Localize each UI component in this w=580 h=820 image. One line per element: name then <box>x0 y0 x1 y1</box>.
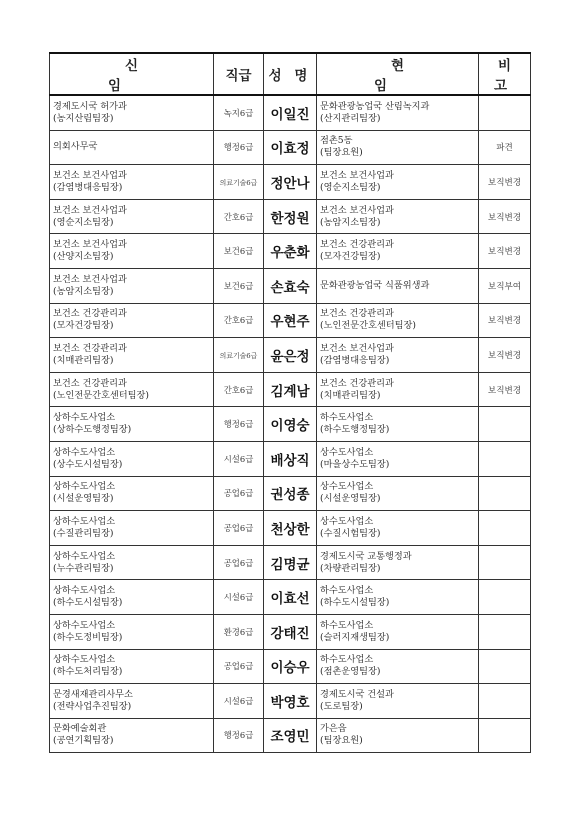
grade-cell: 환경6급 <box>214 614 264 649</box>
new-post-cell <box>50 684 214 719</box>
new-post-line: 상하수도사업소 <box>53 412 116 424</box>
current-post-line: (농암지소팀장) <box>320 216 381 228</box>
new-post-cell <box>50 580 214 615</box>
current-post-line: (노인전문간호센터팀장) <box>320 320 416 332</box>
table-row <box>50 407 531 442</box>
current-post-cell <box>317 268 479 303</box>
current-post-cell <box>317 614 479 649</box>
new-post-line: 상하수도사업소 <box>53 654 116 666</box>
current-post-cell <box>317 130 479 165</box>
current-post-line: 보건소 건강관리과 <box>320 377 394 389</box>
new-post-line: (치매관리팀장) <box>53 354 114 366</box>
header-new-post: 신 임 <box>50 53 214 95</box>
note-cell <box>479 476 531 511</box>
table-row <box>50 545 531 580</box>
note-cell <box>479 718 531 753</box>
current-post-line: 보건소 보건사업과 <box>320 169 394 181</box>
new-post-cell <box>50 545 214 580</box>
current-post-line: 하수도사업소 <box>320 619 374 631</box>
current-post-line: (치매관리팀장) <box>320 389 381 401</box>
new-post-line: (하수도시설팀장) <box>53 597 123 609</box>
note-cell <box>479 407 531 442</box>
new-post-line: (상하수도행정팀장) <box>53 424 132 436</box>
new-post-line: (영순지소팀장) <box>53 216 114 228</box>
new-post-cell <box>50 234 214 269</box>
new-post-line: 보건소 보건사업과 <box>53 273 127 285</box>
new-post-line: 보건소 건강관리과 <box>53 342 127 354</box>
note-cell <box>479 684 531 719</box>
note-cell: 보직변경 <box>479 303 531 338</box>
note-cell: 보직부여 <box>479 268 531 303</box>
new-post-line: 보건소 보건사업과 <box>53 204 127 216</box>
current-post-line: 상수도사업소 <box>320 481 374 493</box>
personnel-appointment-table <box>49 52 531 753</box>
current-post-cell <box>317 338 479 373</box>
new-post-line: 보건소 보건사업과 <box>53 169 127 181</box>
note-cell <box>479 545 531 580</box>
new-post-cell <box>50 441 214 476</box>
current-post-line: (마을상수도팀장) <box>320 458 390 470</box>
current-post-line: 경제도시국 교통행정과 <box>320 550 412 562</box>
person-name-cell: 김계남 <box>264 372 317 407</box>
current-post-line: 하수도사업소 <box>320 654 374 666</box>
new-post-cell <box>50 718 214 753</box>
person-name-cell: 권성종 <box>264 476 317 511</box>
table-row <box>50 649 531 684</box>
new-post-line: (산양지소팀장) <box>53 251 114 263</box>
new-post-line: 의회사무국 <box>53 141 98 153</box>
note-cell: 보직변경 <box>479 234 531 269</box>
new-post-line: (공연기획팀장) <box>53 735 114 747</box>
current-post-cell <box>317 199 479 234</box>
new-post-line: 문화예술회관 <box>53 723 107 735</box>
person-name-cell: 윤은정 <box>264 338 317 373</box>
current-post-line: (팀장요원) <box>320 147 363 159</box>
grade-cell: 공업6급 <box>214 649 264 684</box>
new-post-line: 보건소 건강관리과 <box>53 308 127 320</box>
grade-cell: 행정6급 <box>214 718 264 753</box>
grade-cell: 녹지6급 <box>214 95 264 130</box>
current-post-line: 가은읍 <box>320 723 347 735</box>
note-cell <box>479 95 531 130</box>
current-post-line: 상수도사업소 <box>320 446 374 458</box>
note-cell: 보직변경 <box>479 165 531 200</box>
current-post-line: (시설운영팀장) <box>320 493 381 505</box>
current-post-line: (영순지소팀장) <box>320 181 381 193</box>
grade-cell: 공업6급 <box>214 476 264 511</box>
person-name-cell: 김명균 <box>264 545 317 580</box>
person-name-cell: 이효선 <box>264 580 317 615</box>
note-cell: 보직변경 <box>479 372 531 407</box>
note-cell <box>479 511 531 546</box>
grade-cell: 공업6급 <box>214 511 264 546</box>
current-post-line: (하수도행정팀장) <box>320 424 390 436</box>
new-post-line: (하수도처리팀장) <box>53 666 123 678</box>
current-post-line: 하수도사업소 <box>320 412 374 424</box>
person-name-cell: 이영숭 <box>264 407 317 442</box>
note-cell <box>479 649 531 684</box>
current-post-line: (산지관리팀장) <box>320 112 381 124</box>
table-header-row <box>50 53 531 95</box>
grade-cell: 간호6급 <box>214 372 264 407</box>
new-post-line: 상하수도사업소 <box>53 481 116 493</box>
table-row <box>50 476 531 511</box>
new-post-line: (노인전문간호센터팀장) <box>53 389 149 401</box>
header-note: 비 고 <box>479 53 531 95</box>
new-post-cell <box>50 95 214 130</box>
new-post-line: (상수도시설팀장) <box>53 458 123 470</box>
table-row <box>50 303 531 338</box>
new-post-line: 보건소 건강관리과 <box>53 377 127 389</box>
new-post-cell <box>50 130 214 165</box>
new-post-line: (수질관리팀장) <box>53 527 114 539</box>
new-post-line: (시설운영팀장) <box>53 493 114 505</box>
new-post-line: (농암지소팀장) <box>53 285 114 297</box>
current-post-line: 보건소 건강관리과 <box>320 239 394 251</box>
grade-cell: 보건6급 <box>214 268 264 303</box>
table-row <box>50 614 531 649</box>
current-post-line: 경제도시국 건설과 <box>320 688 394 700</box>
current-post-line: 점촌5동 <box>320 135 353 147</box>
table-row <box>50 268 531 303</box>
new-post-line: (누수관리팀장) <box>53 562 114 574</box>
table-row <box>50 338 531 373</box>
table-row <box>50 511 531 546</box>
current-post-cell <box>317 718 479 753</box>
person-name-cell: 배상직 <box>264 441 317 476</box>
new-post-line: 문경새재관리사무소 <box>53 688 133 700</box>
header-name: 성 명 <box>264 53 317 95</box>
current-post-line: (팀장요원) <box>320 735 363 747</box>
note-cell: 파견 <box>479 130 531 165</box>
table-row <box>50 684 531 719</box>
current-post-cell <box>317 649 479 684</box>
note-cell <box>479 580 531 615</box>
new-post-line: (감염병대응팀장) <box>53 181 123 193</box>
new-post-cell <box>50 476 214 511</box>
note-cell <box>479 441 531 476</box>
current-post-line: 문화관광농업국 산림녹지과 <box>320 100 430 112</box>
new-post-line: 상하수도사업소 <box>53 446 116 458</box>
current-post-cell <box>317 407 479 442</box>
current-post-line: (감염병대응팀장) <box>320 354 390 366</box>
new-post-line: 상하수도사업소 <box>53 585 116 597</box>
current-post-line: (수질시험팀장) <box>320 527 381 539</box>
new-post-line: (농지산림팀장) <box>53 112 114 124</box>
current-post-cell <box>317 580 479 615</box>
new-post-line: (하수도정비팀장) <box>53 631 123 643</box>
person-name-cell: 박영호 <box>264 684 317 719</box>
current-post-cell <box>317 165 479 200</box>
current-post-cell <box>317 234 479 269</box>
grade-cell: 공업6급 <box>214 545 264 580</box>
current-post-line: 상수도사업소 <box>320 515 374 527</box>
current-post-cell <box>317 684 479 719</box>
new-post-cell <box>50 303 214 338</box>
table-row <box>50 165 531 200</box>
grade-cell: 보건6급 <box>214 234 264 269</box>
person-name-cell: 한정원 <box>264 199 317 234</box>
person-name-cell: 우춘화 <box>264 234 317 269</box>
current-post-cell <box>317 476 479 511</box>
current-post-line: 문화관광농업국 식품위생과 <box>320 279 430 291</box>
current-post-cell <box>317 441 479 476</box>
grade-cell: 간호6급 <box>214 199 264 234</box>
person-name-cell: 이승우 <box>264 649 317 684</box>
new-post-line: 상하수도사업소 <box>53 515 116 527</box>
person-name-cell: 우현주 <box>264 303 317 338</box>
grade-cell: 의료기술6급 <box>214 165 264 200</box>
new-post-line: (전략사업추진팀장) <box>53 700 132 712</box>
table-body <box>50 95 531 753</box>
table-row <box>50 199 531 234</box>
grade-cell: 의료기술6급 <box>214 338 264 373</box>
new-post-line: 경제도시국 허가과 <box>53 100 127 112</box>
new-post-cell <box>50 649 214 684</box>
grade-cell: 시설6급 <box>214 684 264 719</box>
table-row <box>50 580 531 615</box>
table-row <box>50 234 531 269</box>
person-name-cell: 정안나 <box>264 165 317 200</box>
current-post-line: 하수도사업소 <box>320 585 374 597</box>
current-post-line: (차량관리팀장) <box>320 562 381 574</box>
new-post-line: (모자건강팀장) <box>53 320 114 332</box>
person-name-cell: 이일진 <box>264 95 317 130</box>
new-post-cell <box>50 511 214 546</box>
grade-cell: 행정6급 <box>214 130 264 165</box>
new-post-cell <box>50 199 214 234</box>
table-row <box>50 372 531 407</box>
current-post-cell <box>317 545 479 580</box>
current-post-line: (하수도시설팀장) <box>320 597 390 609</box>
new-post-cell <box>50 407 214 442</box>
current-post-line: (모자건강팀장) <box>320 251 381 263</box>
note-cell <box>479 614 531 649</box>
current-post-cell <box>317 372 479 407</box>
new-post-line: 상하수도사업소 <box>53 550 116 562</box>
person-name-cell: 손효숙 <box>264 268 317 303</box>
header-current-post: 현 임 <box>317 53 479 95</box>
table-row <box>50 441 531 476</box>
current-post-cell <box>317 95 479 130</box>
new-post-cell <box>50 165 214 200</box>
current-post-line: (슬러지재생팀장) <box>320 631 390 643</box>
grade-cell: 간호6급 <box>214 303 264 338</box>
new-post-line: 보건소 보건사업과 <box>53 239 127 251</box>
person-name-cell: 천상한 <box>264 511 317 546</box>
grade-cell: 시설6급 <box>214 580 264 615</box>
person-name-cell: 강태진 <box>264 614 317 649</box>
header-grade: 직급 <box>214 53 264 95</box>
personnel-table-container <box>49 52 530 753</box>
current-post-cell <box>317 511 479 546</box>
new-post-line: 상하수도사업소 <box>53 619 116 631</box>
note-cell: 보직변경 <box>479 338 531 373</box>
current-post-line: 보건소 보건사업과 <box>320 342 394 354</box>
new-post-cell <box>50 338 214 373</box>
current-post-line: (도로팀장) <box>320 700 363 712</box>
note-cell: 보직변경 <box>479 199 531 234</box>
new-post-cell <box>50 268 214 303</box>
person-name-cell: 조영민 <box>264 718 317 753</box>
new-post-cell <box>50 372 214 407</box>
grade-cell: 행정6급 <box>214 407 264 442</box>
current-post-line: 보건소 건강관리과 <box>320 308 394 320</box>
current-post-line: (점촌운영팀장) <box>320 666 381 678</box>
grade-cell: 시설6급 <box>214 441 264 476</box>
table-row <box>50 130 531 165</box>
current-post-line: 보건소 보건사업과 <box>320 204 394 216</box>
current-post-cell <box>317 303 479 338</box>
table-row <box>50 95 531 130</box>
new-post-cell <box>50 614 214 649</box>
person-name-cell: 이효정 <box>264 130 317 165</box>
table-row <box>50 718 531 753</box>
